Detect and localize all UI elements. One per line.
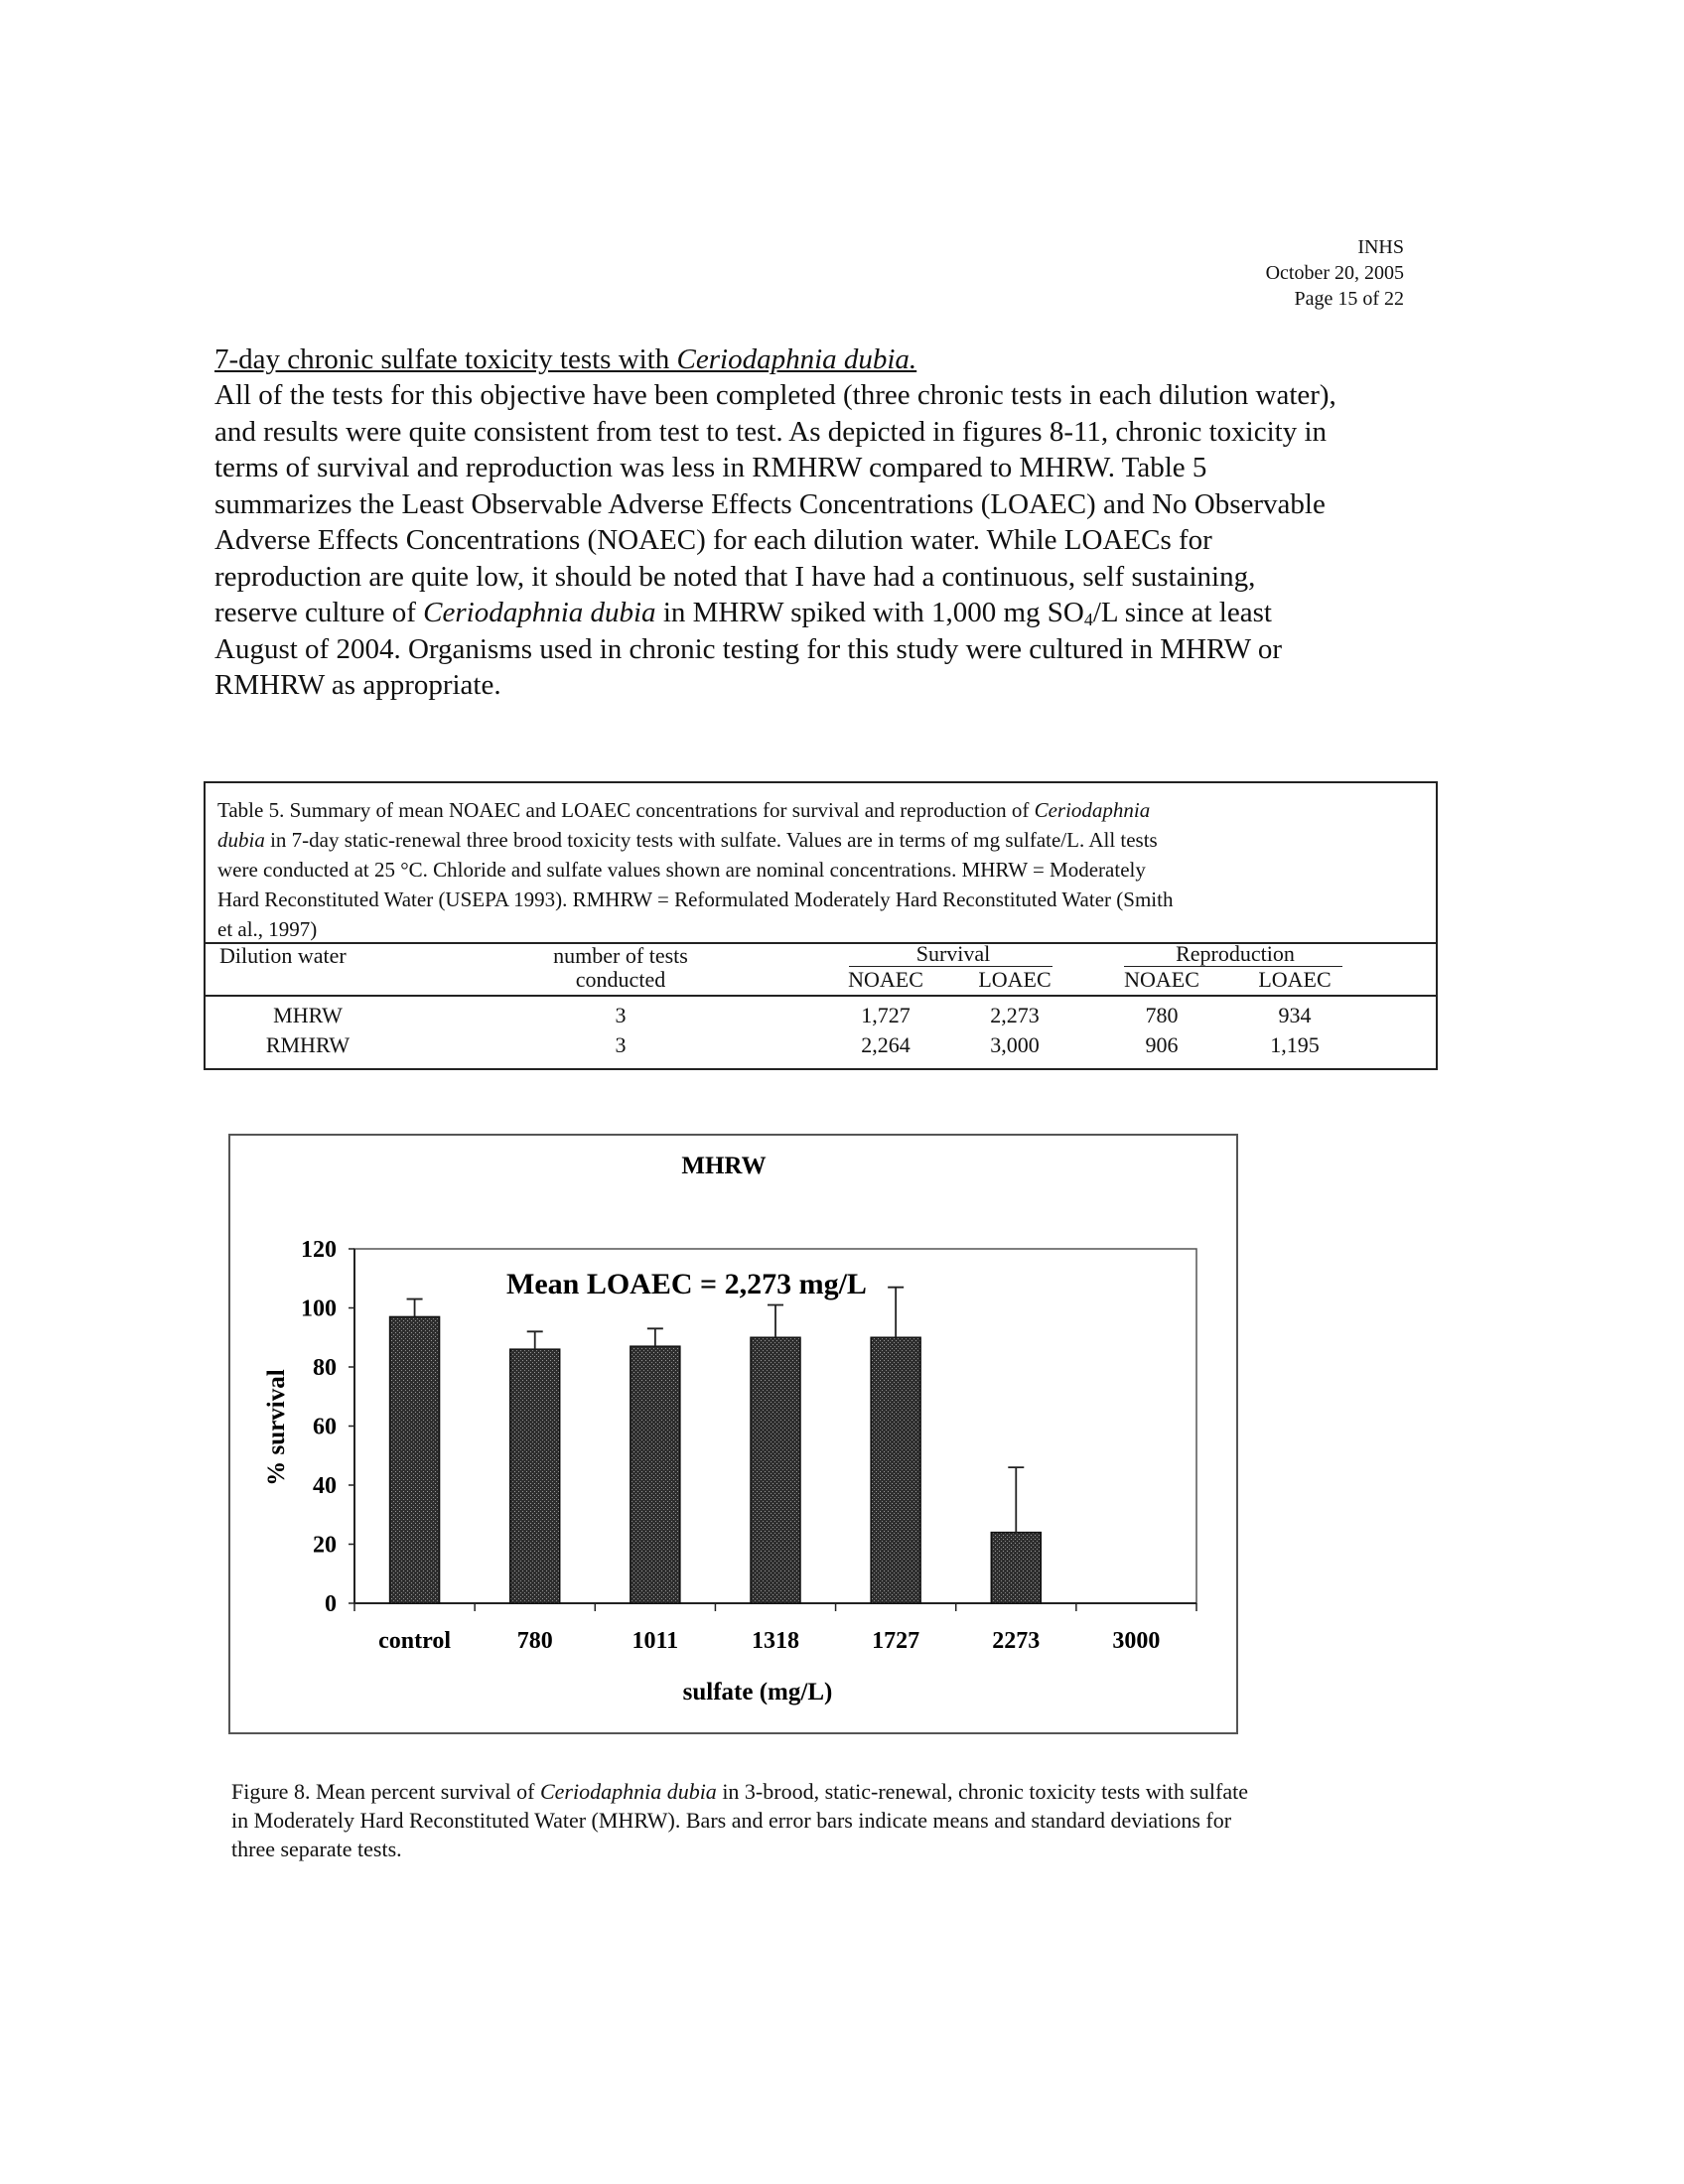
bar (991, 1533, 1041, 1603)
para-text: reserve culture of (214, 597, 424, 628)
bar (631, 1346, 680, 1603)
row-survival-loaec: 3,000 (990, 1032, 1040, 1057)
caption-text: Table 5. Summary of mean NOAEC and LOAEC concentrations for survival and reproduction of (217, 798, 1035, 822)
y-tick-label: 100 (301, 1296, 337, 1322)
caption-line: Hard Reconstituted Water (USEPA 1993). RMHRW = Reformulated Moderately Hard Reconstituted Water (Smith (217, 887, 1174, 911)
x-tick-label: control (378, 1628, 452, 1654)
para-line: terms of survival and reproduction was less in RMHRW compared to MHRW. Table 5 (214, 452, 1207, 483)
fig-caption-text: Figure 8. Mean percent survival of (231, 1779, 540, 1804)
x-tick-label: 2273 (992, 1628, 1041, 1654)
row-reproduction-loaec: 934 (1278, 1003, 1312, 1027)
section-title-text: 7-day chronic sulfate toxicity tests with (214, 343, 677, 375)
para-line: Adverse Effects Concentrations (NOAEC) for each dilution water. While LOAECs for (214, 524, 1212, 556)
header-survival: Survival (915, 941, 991, 966)
row-reproduction-loaec: 1,195 (1270, 1032, 1320, 1057)
para-subscript: 4 (1083, 610, 1093, 629)
para-line: and results were quite consistent from test to test. As depicted in figures 8-11, chronic toxicity in (214, 415, 1328, 448)
row-reproduction-noaec: 906 (1145, 1032, 1179, 1057)
y-axis-label: % survival (263, 1369, 290, 1486)
x-axis-label: sulfate (mg/L) (682, 1679, 833, 1706)
x-tick-label: 1011 (632, 1628, 679, 1654)
para-text: in MHRW spiked with 1,000 mg SO (655, 597, 1084, 628)
para-line: August of 2004. Organisms used in chronic testing for this study were cultured in MHRW or (214, 632, 1283, 665)
row-water: MHRW (273, 1003, 343, 1027)
x-tick-label: 1727 (872, 1628, 920, 1654)
header-reproduction-noaec: NOAEC (1124, 967, 1199, 992)
caption-line: were conducted at 25 °C. Chloride and sulfate values shown are nominal concentrations. MHRW = Moderately (217, 858, 1146, 882)
para-text: /L since at least (1092, 597, 1272, 628)
row-ntests: 3 (615, 1032, 627, 1057)
y-tick-label: 20 (313, 1532, 337, 1559)
fig-caption-text: in 3-brood, static-renewal, chronic toxicity tests with sulfate (716, 1779, 1248, 1804)
y-tick-label: 60 (313, 1414, 337, 1440)
header-reproduction-loaec: LOAEC (1258, 967, 1332, 992)
row-survival-loaec: 2,273 (990, 1003, 1040, 1027)
header-survival-loaec: LOAEC (978, 967, 1052, 992)
fig-caption-species: Ceriodaphnia dubia (539, 1779, 717, 1804)
y-tick-label: 40 (313, 1473, 337, 1499)
header-conducted: conducted (575, 967, 666, 992)
para-line: summarizes the Least Observable Adverse Effects Concentrations (LOAEC) and No Observable (214, 487, 1326, 520)
header-survival-noaec: NOAEC (848, 967, 923, 992)
fig-caption-line: in Moderately Hard Reconstituted Water (MHRW). Bars and error bars indicate means and standard deviations for (231, 1808, 1232, 1833)
figure-caption (231, 1777, 1453, 1863)
caption-species: dubia (217, 828, 265, 852)
chart-title: MHRW (681, 1153, 767, 1179)
bar (871, 1337, 920, 1603)
x-tick-label: 3000 (1112, 1628, 1161, 1654)
caption-line: et al., 1997) (217, 917, 318, 941)
row-survival-noaec: 1,727 (861, 1003, 911, 1027)
para-species: Ceriodaphnia dubia (423, 597, 656, 628)
fig-caption-line: three separate tests. (231, 1837, 402, 1861)
para-line: All of the tests for this objective have been completed (three chronic tests in each dilution water), (214, 379, 1336, 411)
row-reproduction-noaec: 780 (1145, 1003, 1179, 1027)
header-dilution-water: Dilution water (219, 943, 347, 968)
para-line: reproduction are quite low, it should be noted that I have had a continuous, self sustaining, (214, 560, 1256, 593)
header-number-of-tests: number of tests (553, 943, 688, 968)
header-org: INHS (1357, 236, 1404, 258)
header-date: October 20, 2005 (1265, 262, 1404, 284)
chart-annotation: Mean LOAEC = 2,273 mg/L (506, 1268, 867, 1300)
x-tick-label: 1318 (752, 1628, 799, 1654)
y-tick-label: 0 (325, 1591, 337, 1617)
chart-bars (390, 1288, 1042, 1603)
section-title-species: Ceriodaphnia dubia. (676, 343, 917, 375)
bar (751, 1337, 800, 1603)
bar (510, 1349, 560, 1603)
header-reproduction: Reproduction (1176, 941, 1295, 966)
row-water: RMHRW (265, 1032, 351, 1057)
bar (390, 1316, 440, 1603)
x-tick-label: 780 (516, 1628, 553, 1654)
y-tick-label: 80 (313, 1355, 337, 1381)
caption-text: in 7-day static-renewal three brood toxicity tests with sulfate. Values are in terms of mg sulfate/L. All tests (264, 828, 1158, 852)
fig-caption-line (231, 1777, 1453, 1806)
header-page-number: Page 15 of 22 (1294, 288, 1404, 310)
row-ntests: 3 (615, 1003, 627, 1027)
caption-species: Ceriodaphnia (1034, 798, 1151, 822)
row-survival-noaec: 2,264 (861, 1032, 911, 1057)
para-line: RMHRW as appropriate. (214, 669, 501, 701)
y-tick-label: 120 (301, 1237, 337, 1263)
